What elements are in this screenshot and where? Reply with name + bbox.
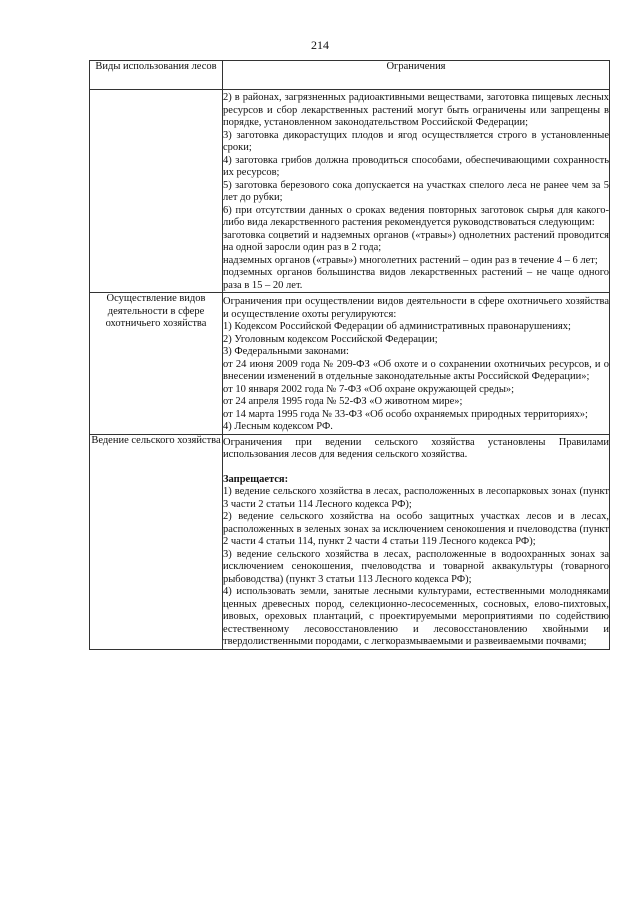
row-restrictions — [223, 293, 610, 435]
restriction-paragraph: надземных органов («травы») многолетних растений – один раз в течение 4 – 6 лет; — [223, 254, 598, 266]
restriction-paragraph: 4) заготовка грибов должна проводиться способами, обеспечивающими сохранность их ресурсов; — [223, 154, 609, 178]
restriction-intro: Ограничения при ведении сельского хозяйства установлены Правилами использования лесов для ведения сельского хозяйства. — [223, 436, 609, 460]
restriction-paragraph: 4) Лесным кодексом РФ. — [223, 421, 333, 432]
restriction-paragraph: 5) заготовка березового сока допускается на участках спелого леса не ранее чем за 5 лет до рубки; — [223, 179, 609, 203]
restriction-paragraph: 2) Уголовным кодексом Российской Федерации; — [223, 333, 438, 345]
restriction-paragraph: от 10 января 2002 года № 7-ФЗ «Об охране окружающей среды»; — [223, 383, 515, 395]
restriction-paragraph: 4) использовать земли, занятые лесными культурами, естественными молодняками ценных древесных пород, селекционно-лесосеменных, сосновых, елово-пихтовых, ивовых, ореховых плантаций, с проектируемыми мероприятиями по содействию естественному лесовосстановлению и лесовосстановлению хвойными и твердолиственными породами, с легкоразмываемыми и развеиваемыми почвами; — [223, 586, 609, 647]
row-restrictions — [223, 434, 610, 649]
row-restrictions — [223, 90, 610, 293]
restriction-paragraph: 2) ведение сельского хозяйства на особо защитных участках лесов и в лесах, расположенных в зеленых зонах за исключением сенокошения и пчеловодства (пункт 2 части 4 статьи 114, пункт 2 части 4 статьи 119 Лесного кодекса РФ); — [223, 511, 609, 547]
restriction-paragraph: от 14 марта 1995 года № 33-ФЗ «Об особо охраняемых природных территориях»; — [223, 408, 588, 420]
row-category — [90, 90, 223, 293]
restriction-paragraph: 1) ведение сельского хозяйства в лесах, расположенных в лесопарковых зонах (пункт 3 части 2 статьи 114 Лесного кодекса РФ); — [223, 486, 609, 510]
restriction-paragraph: подземных органов большинства видов лекарственных растений – не чаще одного раза в 15 – 20 лет. — [223, 267, 609, 291]
row-category-hunting: Осуществление видов деятельности в сфере охотничьего хозяйства — [90, 293, 223, 435]
restriction-paragraph: 3) Федеральными законами: — [223, 346, 349, 357]
restriction-paragraph: 1) Кодексом Российской Федерации об административных правонарушениях; — [223, 321, 571, 332]
table-row — [90, 90, 610, 293]
page-number: 214 — [311, 38, 329, 52]
paragraph-spacer — [223, 462, 609, 474]
restriction-paragraph: 3) ведение сельского хозяйства в лесах, расположенные в водоохранных зонах за исключением сенокошения, пчеловодства и товарной аквакультуры (товарного рыбоводства) (пункт 3 статьи 113 Лесного кодекса РФ); — [223, 548, 609, 585]
table-row — [90, 293, 610, 435]
restriction-paragraph: 3) заготовка дикорастущих плодов и ягод осуществляется строго в установленные сроки; — [223, 129, 609, 153]
table-header-row — [90, 61, 610, 90]
restriction-paragraph: 2) в районах, загрязненных радиоактивными веществами, заготовка пищевых лесных ресурсов и сбор лекарственных растений могут быть ограничены или запрещены в порядке, установленном законодательством Российской Федерации; — [223, 92, 609, 128]
restriction-paragraph: заготовка соцветий и надземных органов («травы») однолетних растений проводится на одной заросли один раз в 2 года; — [223, 229, 609, 253]
restriction-paragraph: от 24 июня 2009 года № 209-ФЗ «Об охоте и о сохранении охотничьих ресурсов, и о внесении изменений в отдельные законодательные акты Российской Федерации»; — [223, 358, 609, 382]
restriction-paragraph: Ограничения при осуществлении видов деятельности в сфере охотничьего хозяйства и осуществление охоты регулируются: — [223, 296, 609, 320]
restrictions-table — [89, 60, 610, 650]
restriction-paragraph: от 24 апреля 1995 года № 52-ФЗ «О животном мире»; — [223, 396, 463, 407]
prohibited-label: Запрещается: — [223, 473, 289, 485]
header-restrictions: Ограничения — [223, 61, 610, 90]
header-forest-use-types: Виды использования лесов — [90, 61, 223, 90]
restriction-paragraph: 6) при отсутствии данных о сроках ведения повторных заготовок сырья для какого-либо вида лекарственного растения рекомендуется руководствоваться следующим: — [223, 204, 609, 228]
table-row — [90, 434, 610, 649]
row-category-agriculture: Ведение сельского хозяйства — [90, 434, 223, 649]
